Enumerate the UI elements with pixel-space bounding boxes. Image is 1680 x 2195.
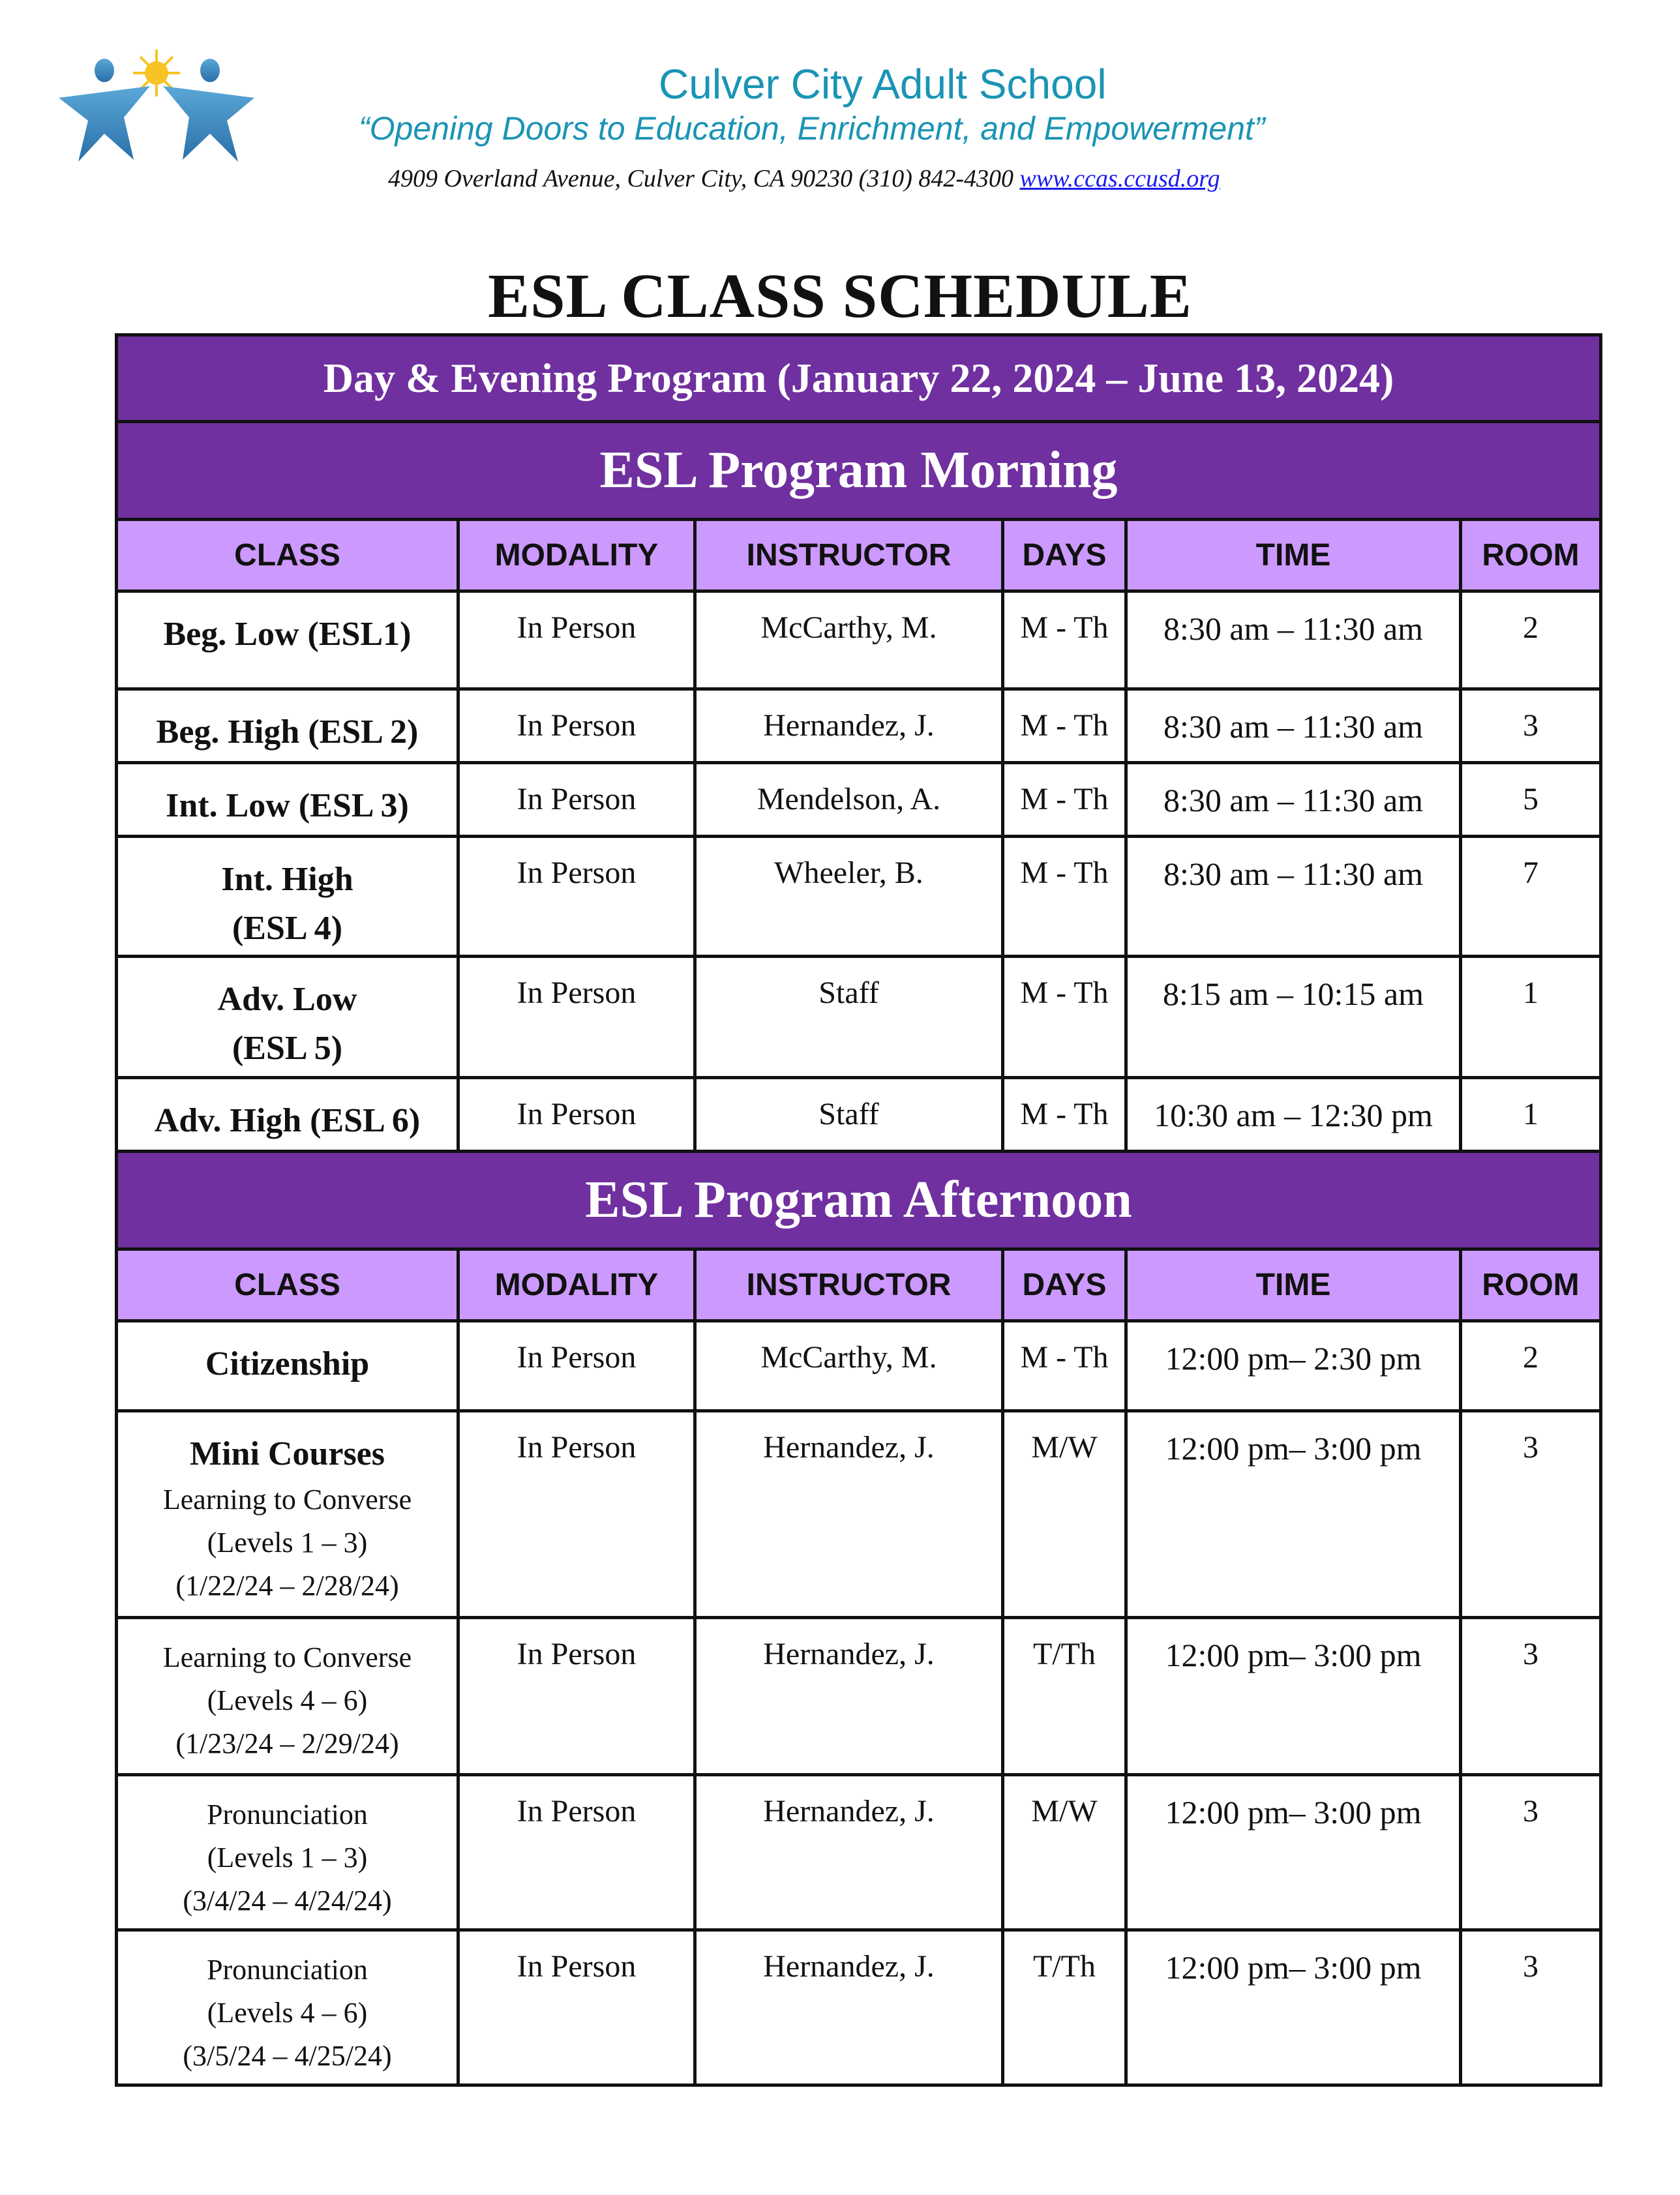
class-cell — [117, 1930, 458, 2085]
instructor-cell: McCarthy, M. — [695, 1321, 1003, 1411]
modality-cell: In Person — [458, 689, 695, 763]
days-cell: M - Th — [1003, 1078, 1126, 1152]
room-cell: 3 — [1461, 1411, 1601, 1618]
address-text: 4909 Overland Avenue, Culver City, CA 90230 (310) 842-4300 — [388, 165, 1014, 192]
school-address — [388, 164, 1366, 193]
table-row — [117, 689, 1601, 763]
room-cell: 2 — [1461, 1321, 1601, 1411]
class-detail: Learning to Converse — [162, 1641, 412, 1673]
column-header-time: TIME — [1126, 520, 1461, 591]
school-logo — [52, 46, 261, 170]
class-cell — [117, 689, 458, 763]
page-title: ESL CLASS SCHEDULE — [488, 261, 1192, 331]
class-detail: Pronunciation — [207, 1954, 368, 1986]
time-cell: 8:30 am – 11:30 am — [1126, 591, 1461, 689]
days-cell: M - Th — [1003, 591, 1126, 689]
modality-cell: In Person — [458, 763, 695, 837]
days-cell: M - Th — [1003, 957, 1126, 1078]
modality-cell: In Person — [458, 1775, 695, 1930]
column-header-days: DAYS — [1003, 520, 1126, 591]
instructor-cell: Staff — [695, 1078, 1003, 1152]
days-cell: M/W — [1003, 1411, 1126, 1618]
class-name: Int. High — [221, 861, 353, 898]
class-name: Adv. High (ESL 6) — [154, 1102, 421, 1139]
program-title: Day & Evening Program (January 22, 2024 – June 13, 2024) — [117, 335, 1601, 422]
class-detail: Pronunciation — [207, 1799, 368, 1830]
days-cell: M - Th — [1003, 689, 1126, 763]
column-header-modality: MODALITY — [458, 520, 695, 591]
class-detail: (1/23/24 – 2/29/24) — [175, 1727, 399, 1759]
column-header-days: DAYS — [1003, 1249, 1126, 1321]
modality-cell: In Person — [458, 957, 695, 1078]
table-row — [117, 1618, 1601, 1775]
class-name: Mini Courses — [190, 1435, 385, 1472]
table-row — [117, 1078, 1601, 1152]
room-cell: 3 — [1461, 689, 1601, 763]
modality-cell: In Person — [458, 1411, 695, 1618]
instructor-cell: Hernandez, J. — [695, 689, 1003, 763]
column-header-room: ROOM — [1461, 520, 1601, 591]
table-row — [117, 591, 1601, 689]
time-cell: 12:00 pm– 3:00 pm — [1126, 1775, 1461, 1930]
section-heading-morning: ESL Program Morning — [117, 422, 1601, 520]
time-cell: 12:00 pm– 3:00 pm — [1126, 1618, 1461, 1775]
modality-cell: In Person — [458, 591, 695, 689]
column-header-room: ROOM — [1461, 1249, 1601, 1321]
class-name: Int. Low (ESL 3) — [166, 787, 409, 824]
table-row — [117, 957, 1601, 1078]
room-cell: 1 — [1461, 1078, 1601, 1152]
class-detail: (Levels 4 – 6) — [207, 1684, 368, 1716]
column-header-instructor: INSTRUCTOR — [695, 520, 1003, 591]
column-header-instructor: INSTRUCTOR — [695, 1249, 1003, 1321]
room-cell: 5 — [1461, 763, 1601, 837]
class-cell — [117, 763, 458, 837]
class-cell — [117, 1775, 458, 1930]
class-detail: (Levels 1 – 3) — [207, 1527, 368, 1559]
table-row — [117, 1775, 1601, 1930]
modality-cell: In Person — [458, 837, 695, 957]
instructor-cell: Hernandez, J. — [695, 1411, 1003, 1618]
class-name: Beg. High (ESL 2) — [156, 713, 419, 751]
class-level: (ESL 4) — [232, 910, 343, 948]
instructor-cell: Wheeler, B. — [695, 837, 1003, 957]
school-name: Culver City Adult School — [659, 61, 1107, 108]
class-detail: (3/5/24 – 4/25/24) — [183, 2040, 392, 2072]
room-cell: 2 — [1461, 591, 1601, 689]
program-row — [117, 335, 1601, 422]
class-name: Adv. Low — [217, 981, 357, 1018]
class-cell — [117, 1411, 458, 1618]
column-header-modality: MODALITY — [458, 1249, 695, 1321]
time-cell: 10:30 am – 12:30 pm — [1126, 1078, 1461, 1152]
time-cell: 8:30 am – 11:30 am — [1126, 837, 1461, 957]
column-header-time: TIME — [1126, 1249, 1461, 1321]
section-row-morning — [117, 422, 1601, 520]
instructor-cell: McCarthy, M. — [695, 591, 1003, 689]
school-tagline: “Opening Doors to Education, Enrichment, and Empowerment” — [359, 110, 1265, 147]
days-cell: M - Th — [1003, 837, 1126, 957]
room-cell: 7 — [1461, 837, 1601, 957]
room-cell: 3 — [1461, 1775, 1601, 1930]
class-cell — [117, 1078, 458, 1152]
time-cell: 12:00 pm– 3:00 pm — [1126, 1930, 1461, 2085]
class-detail: (3/4/24 – 4/24/24) — [183, 1885, 392, 1917]
table-row — [117, 1411, 1601, 1618]
modality-cell: In Person — [458, 1618, 695, 1775]
time-cell: 12:00 pm– 3:00 pm — [1126, 1411, 1461, 1618]
section-row-afternoon — [117, 1152, 1601, 1249]
column-header-class: CLASS — [117, 520, 458, 591]
instructor-cell: Mendelson, A. — [695, 763, 1003, 837]
class-detail: (Levels 1 – 3) — [207, 1842, 368, 1874]
table-row — [117, 763, 1601, 837]
room-cell: 3 — [1461, 1930, 1601, 2085]
time-cell: 8:15 am – 10:15 am — [1126, 957, 1461, 1078]
class-detail: Learning to Converse — [162, 1484, 412, 1516]
table-row — [117, 837, 1601, 957]
days-cell: M/W — [1003, 1775, 1126, 1930]
table-row — [117, 1930, 1601, 2085]
instructor-cell: Hernandez, J. — [695, 1775, 1003, 1930]
section-heading-afternoon: ESL Program Afternoon — [117, 1152, 1601, 1249]
instructor-cell: Hernandez, J. — [695, 1930, 1003, 2085]
column-header-row — [117, 520, 1601, 591]
class-level: (ESL 5) — [232, 1030, 343, 1068]
class-name: Beg. Low (ESL1) — [163, 616, 412, 653]
class-cell — [117, 1618, 458, 1775]
schedule-table — [115, 333, 1602, 2087]
class-cell — [117, 591, 458, 689]
class-cell — [117, 1321, 458, 1411]
column-header-class: CLASS — [117, 1249, 458, 1321]
instructor-cell: Staff — [695, 957, 1003, 1078]
modality-cell: In Person — [458, 1321, 695, 1411]
time-cell: 8:30 am – 11:30 am — [1126, 763, 1461, 837]
time-cell: 8:30 am – 11:30 am — [1126, 689, 1461, 763]
class-detail: (1/22/24 – 2/28/24) — [175, 1570, 399, 1602]
class-cell — [117, 837, 458, 957]
room-cell: 1 — [1461, 957, 1601, 1078]
days-cell: M - Th — [1003, 1321, 1126, 1411]
instructor-cell: Hernandez, J. — [695, 1618, 1003, 1775]
modality-cell: In Person — [458, 1930, 695, 2085]
days-cell: T/Th — [1003, 1930, 1126, 2085]
class-detail: (Levels 4 – 6) — [207, 1997, 368, 2029]
table-row — [117, 1321, 1601, 1411]
days-cell: M - Th — [1003, 763, 1126, 837]
time-cell: 12:00 pm– 2:30 pm — [1126, 1321, 1461, 1411]
class-name: Citizenship — [205, 1345, 370, 1382]
class-cell — [117, 957, 458, 1078]
column-header-row — [117, 1249, 1601, 1321]
modality-cell: In Person — [458, 1078, 695, 1152]
days-cell: T/Th — [1003, 1618, 1126, 1775]
website-link[interactable]: www.ccas.ccusd.org — [1019, 165, 1220, 192]
room-cell: 3 — [1461, 1618, 1601, 1775]
